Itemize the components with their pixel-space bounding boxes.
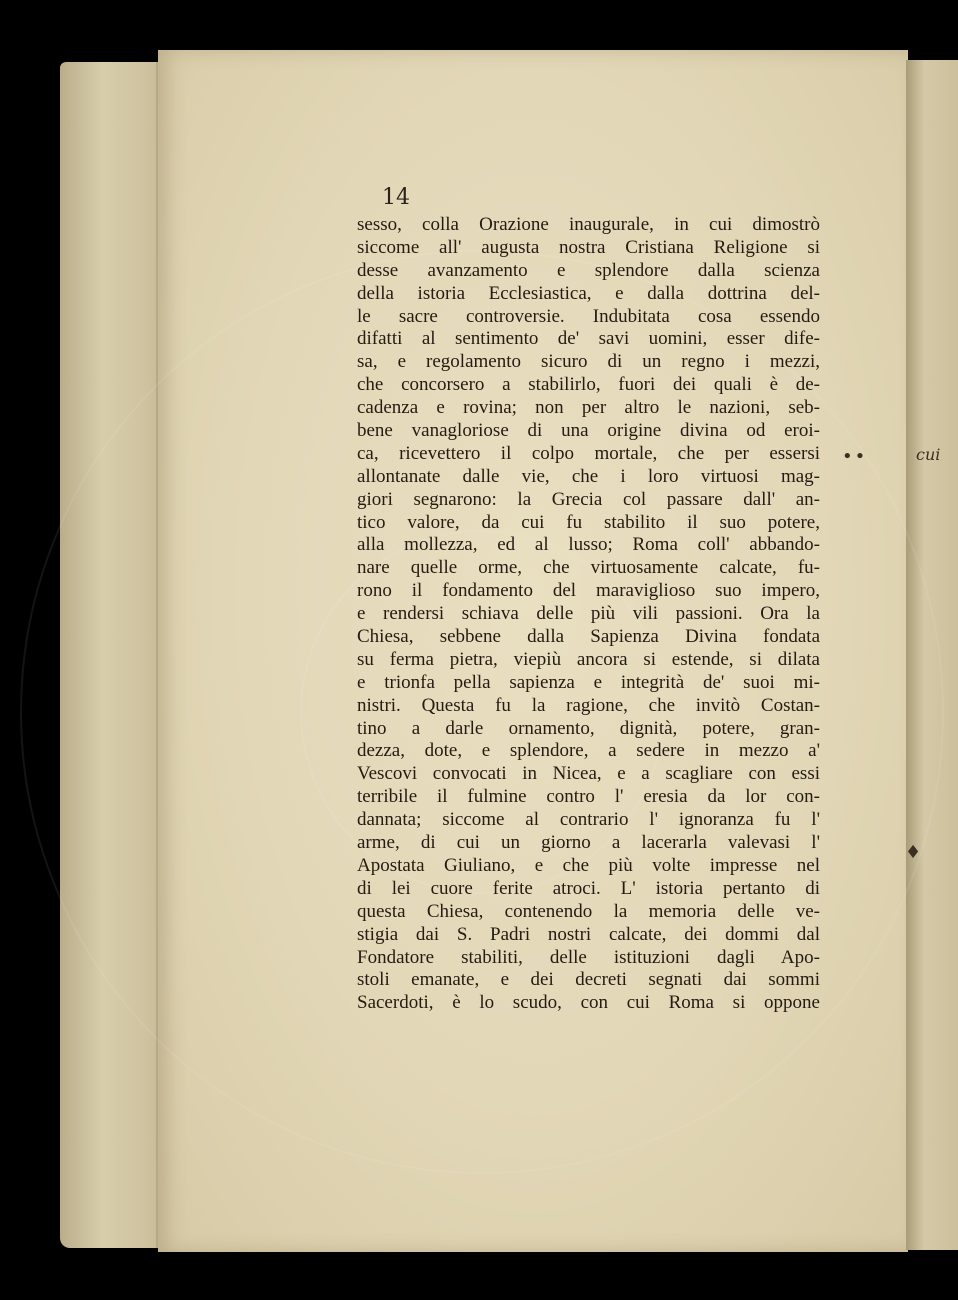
text-line: stoli emanate, e dei decreti segnati dai sommi <box>357 969 820 991</box>
text-line: e rendersi schiava delle più vili passioni. Ora la <box>357 603 820 625</box>
text-line: arme, di cui un giorno a lacerarla valevasi l' <box>357 832 820 854</box>
text-line: che concorsero a stabilirlo, fuori dei quali è de- <box>357 374 820 396</box>
text-line: Apostata Giuliano, e che più volte impresse nel <box>357 854 820 876</box>
text-line: le sacre controversie. Indubitata cosa essendo <box>357 305 820 327</box>
text-line: nistri. Questa fu la ragione, che invitò Costan- <box>357 694 820 716</box>
margin-dots-icon: •• <box>842 446 868 467</box>
text-line: alla mollezza, ed al lusso; Roma coll' abbando- <box>357 534 820 556</box>
text-line: rono il fondamento del maraviglioso suo impero, <box>357 580 820 602</box>
text-line: dannata; siccome al contrario l' ignoranza fu l' <box>357 809 820 831</box>
text-line: desse avanzamento e splendore dalla scienza <box>357 259 820 281</box>
text-line: della istoria Ecclesiastica, e dalla dottrina del- <box>357 282 820 304</box>
text-line: allontanate dalle vie, che i loro virtuosi mag- <box>357 465 820 487</box>
text-line: Vescovi convocati in Nicea, e a scagliare con essi <box>357 763 820 785</box>
margin-annotation: cui <box>916 445 941 464</box>
text-line: siccome all' augusta nostra Cristiana Religione si <box>357 236 820 258</box>
text-line: sa, e regolamento sicuro di un regno i mezzi, <box>357 351 820 373</box>
text-line: stigia dai S. Padri nostri calcate, dei dommi dal <box>357 923 820 945</box>
text-line: tico valore, da cui fu stabilito il suo potere, <box>357 511 820 533</box>
margin-mark-icon: ♦ <box>905 842 924 863</box>
text-line: sesso, colla Orazione inaugurale, in cui dimostrò <box>357 214 820 235</box>
text-line: difatti al sentimento de' savi uomini, esser dife- <box>357 328 820 350</box>
text-line: Sacerdoti, è lo scudo, con cui Roma si oppone <box>357 992 820 1014</box>
text-line: e trionfa pella sapienza e integrità de' suoi mi- <box>357 671 820 693</box>
text-line: ca, ricevettero il colpo mortale, che per essersi <box>357 442 820 464</box>
right-page-edge <box>906 60 958 1250</box>
text-line: nare quelle orme, che virtuosamente calcate, fu- <box>357 557 820 579</box>
page-text <box>357 214 820 1015</box>
text-line: su ferma pietra, viepiù ancora si estende, si dilata <box>357 648 820 670</box>
text-line: giori segnarono: la Grecia col passare dall' an- <box>357 488 820 510</box>
text-line: di lei cuore ferite atroci. L' istoria pertanto di <box>357 877 820 899</box>
text-line: questa Chiesa, contenendo la memoria delle ve- <box>357 900 820 922</box>
text-line: Chiesa, sebbene dalla Sapienza Divina fondata <box>357 626 820 648</box>
text-line: cadenza e rovina; non per altro le nazioni, seb- <box>357 397 820 419</box>
text-line: bene vanagloriose di una origine divina od eroi- <box>357 420 820 442</box>
text-line: tino a darle ornamento, dignità, potere, gran- <box>357 717 820 739</box>
text-line: dezza, dote, e splendore, a sedere in mezzo a' <box>357 740 820 762</box>
page-number: 14 <box>382 185 410 210</box>
text-line: Fondatore stabiliti, delle istituzioni dagli Apo- <box>357 946 820 968</box>
text-line: terribile il fulmine contro l' eresia da lor con- <box>357 786 820 808</box>
